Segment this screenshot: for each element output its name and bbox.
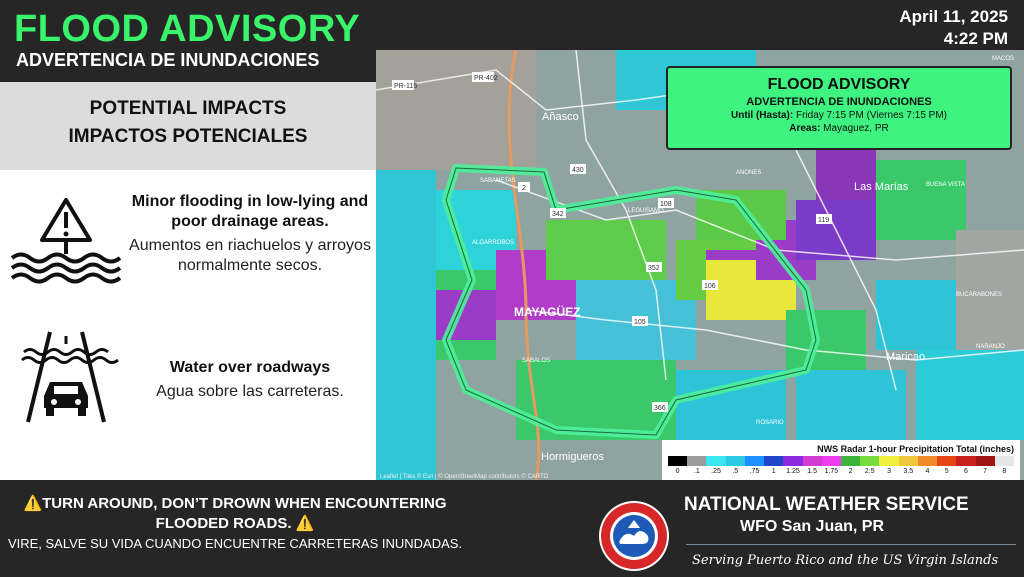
road-shield-119: 119 (818, 217, 830, 224)
warning-en: ⚠️TURN AROUND, DON’T DROWN WHEN ENCOUNTERING FLOODED ROADS. ⚠️ (23, 495, 447, 532)
legend-tick: .5 (732, 468, 739, 475)
impacts-heading-en: POTENTIAL IMPACTS (89, 98, 287, 119)
precip-legend (662, 440, 1020, 480)
legend-swatch (841, 456, 860, 466)
map-label-macos: MACOS (992, 56, 1015, 62)
legend-swatch (937, 456, 956, 466)
advisory-subtitle: ADVERTENCIA DE INUNDACIONES (16, 50, 320, 70)
nws-logo-icon (598, 500, 670, 572)
date-text: April 11, 2025 (899, 7, 1008, 26)
map-attribution[interactable]: Leaflet | Tiles © Esri | © OpenStreetMap contributors © CARTO (380, 474, 549, 480)
legend-swatch (860, 456, 879, 466)
legend-tick: 7 (983, 468, 988, 475)
impact-en: Water over roadways (169, 359, 331, 376)
office-name: WFO San Juan, PR (740, 518, 885, 535)
legend-ticks (668, 468, 1014, 478)
legend-swatch (783, 456, 802, 466)
legend-swatch (995, 456, 1014, 466)
legend-swatch (899, 456, 918, 466)
road-shield-352: 352 (648, 265, 660, 272)
road-shield-105: 105 (634, 319, 646, 326)
map-label-anones: ANONES (736, 170, 762, 176)
road-shield-342: 342 (552, 211, 564, 218)
impact-es: Agua sobre las carreteras. (156, 383, 344, 400)
impacts-heading (0, 82, 376, 170)
legend-swatch (726, 456, 745, 466)
legend-swatch (668, 456, 687, 466)
legend-tick: 4 (925, 468, 930, 475)
map-label-sabanetas: SABANETAS (480, 178, 516, 184)
legend-tick: 3 (887, 468, 891, 475)
legend-tick: 3.5 (903, 468, 914, 475)
legend-tick: 1 (771, 468, 776, 475)
serving-text: Serving Puerto Rico and the US Virgin Islands (692, 553, 999, 568)
legend-tick: 1.5 (807, 468, 817, 475)
map-label-sabalos: SABALOS (522, 358, 551, 364)
legend-swatch (918, 456, 937, 466)
map-label-maricao: Maricao (886, 351, 926, 363)
legend-tick: .1 (693, 468, 700, 475)
legend-swatch (706, 456, 725, 466)
legend-swatch (803, 456, 822, 466)
advisory-title: FLOOD ADVISORY (14, 8, 361, 50)
legend-swatch (956, 456, 975, 466)
advisory-box-title: FLOOD ADVISORY (767, 76, 911, 93)
warning-es: VIRE, SALVE SU VIDA CUANDO ENCUENTRE CARRETERAS INUNDADAS. (7, 536, 463, 551)
advisory-info-box (666, 66, 1012, 150)
legend-swatch (976, 456, 995, 466)
areas-label: Areas: (789, 123, 821, 134)
map-label-naranjo: NARANJO (976, 344, 1005, 350)
map-label-mayaguez: MAYAGÜEZ (514, 305, 581, 319)
divider (686, 544, 1016, 545)
legend-swatch (764, 456, 783, 466)
legend-tick: 5 (944, 468, 949, 475)
advisory-areas (668, 123, 1010, 134)
agency-name: NATIONAL WEATHER SERVICE (684, 494, 969, 515)
until-value: Friday 7:15 PM (Viernes 7:15 PM) (796, 110, 947, 121)
map-label-algarrobos: ALGARROBOS (472, 240, 515, 246)
impact-item-water-over-roadways (0, 328, 376, 428)
warning-flood-icon (10, 194, 122, 289)
areas-value: Mayaguez, PR (823, 123, 889, 134)
legend-tick: 1.75 (824, 468, 839, 475)
legend-tick: 8 (1002, 468, 1007, 475)
legend-tick: .25 (711, 468, 721, 475)
legend-swatch (745, 456, 764, 466)
road-shield-pr402: PR-402 (474, 75, 498, 82)
advisory-box-subtitle: ADVERTENCIA DE INUNDACIONES (746, 96, 932, 108)
road-shield-106: 106 (704, 283, 716, 290)
timestamp (899, 6, 1008, 50)
map-label-leguisamo: LEGUISAMO (628, 208, 664, 214)
map-label-bucarabones: BUCARABONES (956, 292, 1003, 298)
legend-tick: 6 (963, 468, 968, 475)
impact-text-water-over-roadways (128, 358, 372, 402)
impact-es: Aumentos en riachuelos y arroyos normalmente secos. (129, 237, 371, 274)
impact-text-minor-flooding (128, 192, 372, 276)
impacts-panel (0, 82, 376, 480)
road-shield-348: 366 (654, 405, 666, 412)
legend-tick: .75 (749, 468, 760, 475)
impact-item-minor-flooding (0, 188, 376, 308)
legend-swatch (879, 456, 898, 466)
advisory-until (668, 110, 1010, 121)
road-shield-108: 108 (660, 201, 672, 208)
map-label-hormigueros: Hormigueros (541, 451, 604, 463)
legend-tick: 0 (675, 468, 680, 475)
road-flood-icon (10, 330, 122, 431)
legend-title: NWS Radar 1-hour Precipitation Total (inches) (817, 444, 1014, 454)
map-label-anasco: Añasco (542, 111, 579, 123)
until-label: Until (Hasta): (730, 110, 794, 121)
time-text: 4:22 PM (943, 29, 1008, 48)
map-label-las-marias: Las Marías (854, 181, 909, 193)
legend-tick: 1.25 (786, 468, 800, 475)
legend-color-bar (668, 456, 1014, 466)
legend-swatch (687, 456, 706, 466)
road-shield-2: 2 (522, 185, 526, 192)
legend-tick: 2.5 (864, 468, 875, 475)
legend-tick: 2 (848, 468, 853, 475)
impact-en: Minor flooding in low-lying and poor drainage areas. (131, 193, 369, 230)
map-label-buena-vista: BUENA VISTA (926, 182, 965, 188)
road-shield-pr115: PR-115 (394, 83, 418, 90)
road-shield-430: 430 (572, 167, 584, 174)
map-label-rosario: ROSARIO (756, 420, 784, 426)
impacts-heading-es: IMPACTOS POTENCIALES (68, 126, 308, 147)
legend-swatch (822, 456, 841, 466)
